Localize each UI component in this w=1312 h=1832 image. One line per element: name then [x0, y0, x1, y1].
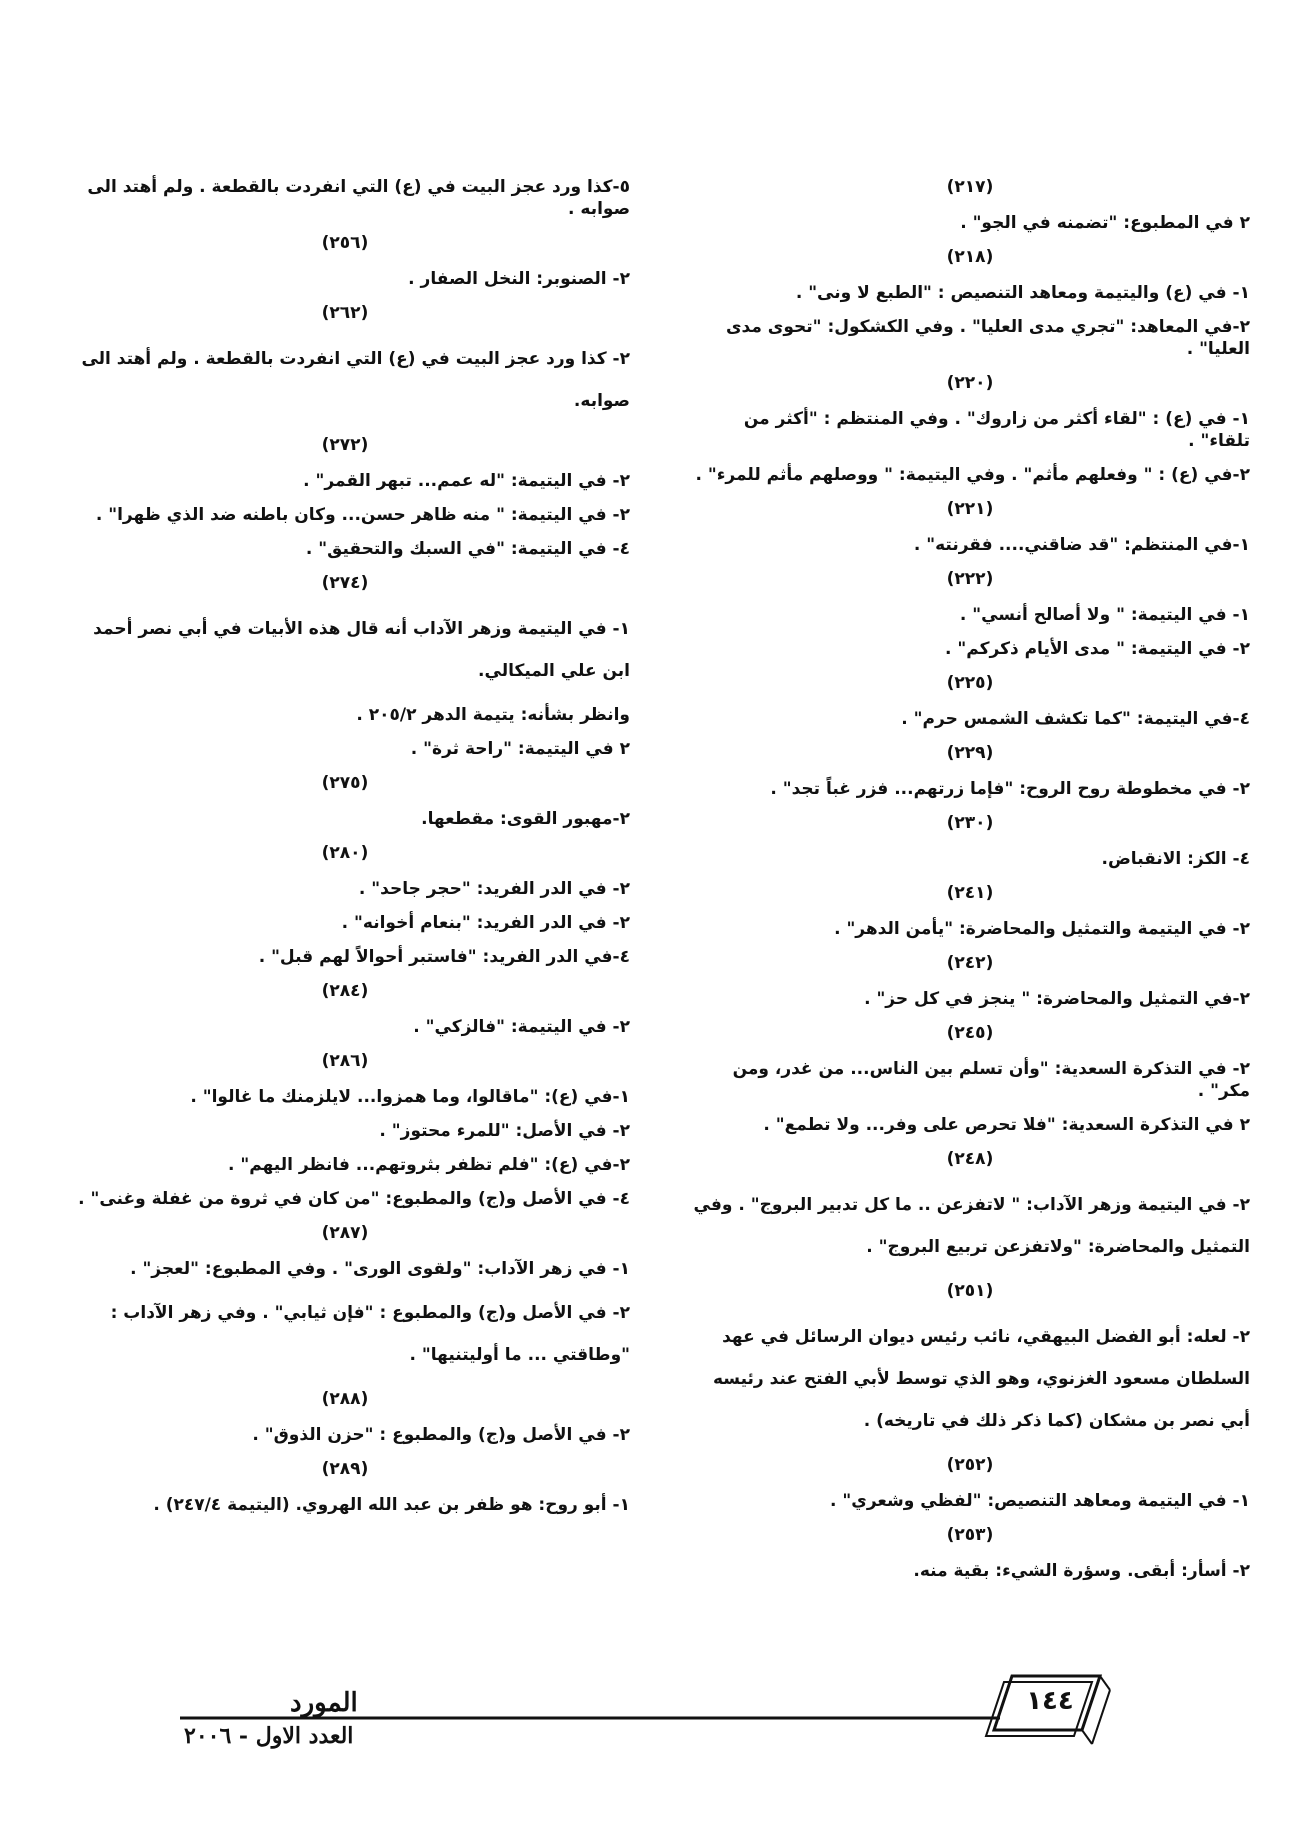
journal-name: المورد [290, 1688, 358, 1718]
note-group-number: (٢١٧) [946, 177, 994, 197]
note-group-number: (٢٥٦) [321, 233, 369, 253]
note-group-number: (٢٤٨) [946, 1149, 994, 1169]
note-group-number: (٢٨٨) [321, 1389, 369, 1409]
page-number-frame-edge [1100, 1676, 1110, 1690]
footnote-line: ٢- في اليتيمة: " مدى الأيام ذكركم" . [945, 639, 1250, 659]
footnote-line: ٢- في اليتيمة: "فالزكي" . [413, 1017, 630, 1037]
note-group-number: (٢٢١) [946, 499, 994, 519]
footnote-line: وانظر بشأنه: يتيمة الدهر ٢٠٥/٢ . [356, 705, 630, 725]
footnote-line: ١- في (ع) : "لقاء أكثر من زاروك" . وفي المنتظم : "أكثر من تلقاء" . [743, 409, 1250, 451]
footnote-line: ١-في (ع): "ماقالوا، وما همزوا... لايلزمنك ما غالوا" . [190, 1087, 630, 1107]
note-group-number: (٢٤٢) [946, 953, 994, 973]
footnote-line: ٢- الصنوبر: النخل الصفار . [408, 269, 630, 289]
note-group-number: (٢٥١) [946, 1281, 994, 1301]
note-group-number: (٢٥٣) [946, 1525, 994, 1545]
note-group-number: (٢٨٤) [321, 981, 369, 1001]
note-group-number: (٢٧٢) [321, 435, 369, 455]
note-group-number: (٢٤١) [946, 883, 994, 903]
footnote-line: ٢- في اليتيمة: "له عمم... تبهر القمر" . [303, 471, 630, 491]
journal-issue: العدد الاول - ٢٠٠٦ [184, 1723, 354, 1749]
footnote-line: ٢- أسأر: أبقى. وسؤرة الشيء: بقية منه. [913, 1561, 1250, 1581]
note-group-number: (٢٨٧) [321, 1223, 369, 1243]
footnote-line: ٢- في الأصل و(ج) والمطبوع : "فإن ثيابي" . وفي زهر الآداب : "وطاقتي ... ما أوليتنيها" . [110, 1303, 630, 1365]
note-group-number: (٢٣٠) [946, 813, 994, 833]
footnote-line: ١-في المنتظم: "قد ضاقني.... فقرنته" . [913, 535, 1250, 555]
footnote-line: ٢- في اليتيمة والتمثيل والمحاضرة: "يأمن الدهر" . [834, 919, 1250, 939]
footnote-line: ٢- في الأصل: "للمرء محتوز" . [379, 1121, 630, 1141]
footnote-line: ١- في اليتيمة: " ولا أصالح أنسي" . [959, 605, 1250, 625]
footnote-line: ٢- في اليتيمة وزهر الآداب: " لاتفزعن .. ما كل تدبير البروج" . وفي التمثيل والمحاضرة: "ولاتفزعن تربيع البروج" . [693, 1195, 1250, 1257]
right-column-notes [690, 176, 1250, 1594]
note-group-number: (٢٦٢) [321, 303, 369, 323]
footnote-line: ٢ في المطبوع: "تضمنه في الجو" . [960, 213, 1250, 233]
note-group-number: (٢٥٢) [946, 1455, 994, 1475]
note-group-number: (٢٨٠) [321, 843, 369, 863]
footnote-line: ٢ في التذكرة السعدية: "فلا تحرص على وفر... ولا تطمع" . [763, 1115, 1250, 1135]
note-group-number: (٢٧٥) [321, 773, 369, 793]
left-column-notes [60, 176, 630, 1528]
footnote-line: ١- أبو روح: هو ظفر بن عبد الله الهروي. (اليتيمة ٢٤٧/٤) . [153, 1495, 630, 1515]
footnote-line: ٢- في اليتيمة: " منه ظاهر حسن... وكان باطنه ضد الذي ظهرا" . [95, 505, 630, 525]
note-group-number: (٢٨٩) [321, 1459, 369, 1479]
footnote-line: ١- في (ع) واليتيمة ومعاهد التنصيص : "الطبع لا ونى" . [795, 283, 1250, 303]
footnote-line: ٢ في اليتيمة: "راحة ثرة" . [410, 739, 630, 759]
footnote-line: ٢-مهبور القوى: مقطعها. [421, 809, 630, 829]
footnote-line: ٢-في التمثيل والمحاضرة: " ينجز في كل حز" . [864, 989, 1250, 1009]
footnote-line: ٤-في اليتيمة: "كما تكشف الشمس حرم" . [901, 709, 1250, 729]
footnote-line: ٢- في الأصل و(ج) والمطبوع : "حزن الذوق" . [252, 1425, 630, 1445]
footnote-line: ٢-في المعاهد: "تجري مدى العليا" . وفي الكشكول: "تحوى مدى العليا" . [725, 317, 1250, 359]
page-number-frame-edge-2 [1082, 1730, 1092, 1744]
note-group-number: (٢١٨) [946, 247, 994, 267]
note-group-number: (٢٧٤) [321, 573, 369, 593]
footnote-line: ٢- في الدر الفريد: "حجر جاحد" . [358, 879, 630, 899]
footnote-line: ٢- في مخطوطة روح الروح: "فإما زرتهم... فزر غباً تجد" . [770, 779, 1250, 799]
footnote-line: ٤- الكز: الانقباض. [1101, 849, 1250, 869]
footnote-line: ٢- كذا ورد عجز البيت في (ع) التي انفردت بالقطعة . ولم أهتد الى صوابه. [81, 349, 630, 411]
footnote-line: ٤- في الأصل و(ج) والمطبوع: "من كان في ثروة من غفلة وغنى" . [78, 1189, 630, 1209]
footnote-line: ٢- لعله: أبو الفضل البيهقي، نائب رئيس ديوان الرسائل في عهد السلطان مسعود الغزنوي، وهو الذي توسط لأبي الفتح عند رئيسه أبي نصر بن مشكان (كما ذكر ذلك في تاريخه) . [713, 1327, 1250, 1431]
footnote-line: ٤-في الدر الفريد: "فاستبر أحوالاً لهم قبل" . [258, 947, 630, 967]
footnote-line: ١- في زهر الآداب: "ولقوى الورى" . وفي المطبوع: "لعجز" . [130, 1259, 630, 1279]
page-number: ١٤٤ [1026, 1686, 1074, 1716]
footnote-line: ٢-في (ع): "فلم تظفر بثروتهم... فانظر اليهم" . [228, 1155, 630, 1175]
note-group-number: (٢٢٥) [946, 673, 994, 693]
footnote-line: ٢-في (ع) : " وفعلهم مأثم" . وفي اليتيمة: " ووصلهم مأثم للمرء" . [695, 465, 1250, 485]
footnote-line: ٥-كذا ورد عجز البيت في (ع) التي انفردت بالقطعة . ولم أهتد الى صوابه . [87, 177, 630, 219]
note-group-number: (٢٤٥) [946, 1023, 994, 1043]
footnote-line: ١- في اليتيمة ومعاهد التنصيص: "لفظي وشعري" . [830, 1491, 1250, 1511]
footnote-line: ٢- في التذكرة السعدية: "وأن تسلم بين الناس... من غدر، ومن مكر" . [732, 1059, 1250, 1101]
note-group-number: (٢٨٦) [321, 1051, 369, 1071]
footnote-line: ٢- في الدر الفريد: "بنعام أخوانه" . [341, 913, 630, 933]
footnote-line: ٤- في اليتيمة: "في السبك والتحقيق" . [305, 539, 630, 559]
note-group-number: (٢٢٢) [946, 569, 994, 589]
note-group-number: (٢٢٩) [946, 743, 994, 763]
footnote-line: ١- في اليتيمة وزهر الآداب أنه قال هذه الأبيات في أبي نصر أحمد ابن علي الميكالي. [93, 619, 630, 681]
note-group-number: (٢٢٠) [946, 373, 994, 393]
